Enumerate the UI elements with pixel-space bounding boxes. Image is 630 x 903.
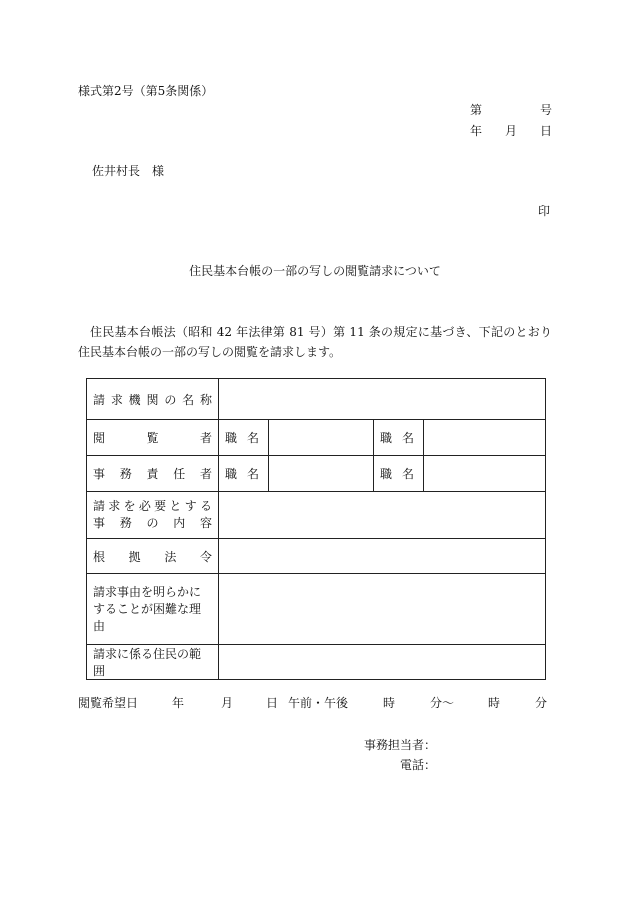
legal-basis-label: [87, 539, 219, 574]
contact-person-label: 事務担当者：: [364, 738, 437, 752]
request-table: [86, 378, 546, 680]
row4-label-line1: [93, 498, 212, 515]
row1-label-chars: [93, 391, 212, 408]
viewing-month: 月: [221, 696, 234, 710]
difficulty-reason-value[interactable]: [219, 574, 546, 645]
row3-label-chars: [93, 465, 212, 482]
viewing-minute-from: 分～: [430, 696, 455, 710]
label-char: 名: [246, 431, 259, 445]
business-content-value[interactable]: [219, 492, 546, 539]
contact-phone-label: 電話：: [400, 758, 437, 772]
table-row: [87, 574, 546, 645]
label-char: 名: [246, 467, 259, 481]
table-row: [87, 420, 546, 456]
label-char: 求: [108, 499, 121, 513]
document-number: [470, 101, 552, 118]
label-char: 事: [93, 467, 106, 481]
date-year: 年: [470, 124, 483, 138]
viewing-hour-to: 時: [488, 696, 501, 710]
row2-label-chars: [93, 429, 212, 446]
label-char: 職: [225, 431, 238, 445]
label-char: 求: [110, 392, 123, 407]
viewing-hour-from: 時: [383, 696, 396, 710]
viewing-day: 日: [266, 696, 279, 710]
viewer-title-label-2: [374, 420, 424, 456]
label-char: 内: [173, 516, 186, 530]
row5-label-chars: [93, 548, 212, 565]
label-char: 請: [93, 392, 106, 407]
viewing-ampm: 午前・午後: [288, 696, 349, 710]
row6-label-line1: 請求事由を明らかに: [93, 584, 202, 599]
label-char: 職: [225, 467, 238, 481]
label-char: 名: [401, 431, 414, 445]
viewing-date-label: 閲覧希望日: [78, 696, 139, 710]
label-char: 責: [146, 467, 159, 481]
legal-basis-value[interactable]: [219, 539, 546, 574]
officer-title-value-2[interactable]: [424, 456, 546, 492]
requesting-agency-label: [87, 379, 219, 420]
table-row: [87, 456, 546, 492]
addressee: 佐井村長 様: [92, 164, 165, 178]
requesting-agency-value[interactable]: [219, 379, 546, 420]
officer-title-label-1: [219, 456, 269, 492]
label-char: 覧: [146, 431, 159, 445]
label-char: 事: [93, 516, 106, 530]
label-char: 根: [93, 549, 106, 564]
label-char: 拠: [128, 549, 141, 564]
label-char: 請: [93, 499, 106, 513]
label-char: 令: [199, 549, 212, 564]
label-char: 要: [154, 499, 167, 513]
viewing-minute-to: 分: [535, 696, 548, 710]
table-row: [87, 645, 546, 680]
label-char: 関: [146, 392, 159, 407]
table-row: [87, 492, 546, 539]
label-char: 任: [173, 467, 186, 481]
row6-label-line2: することが困難な理由: [93, 601, 202, 633]
label-char: 称: [199, 392, 212, 407]
row4-label-line2: [93, 515, 212, 532]
label-char: 法: [164, 549, 177, 564]
label-char: と: [169, 499, 182, 513]
label-char: を: [123, 499, 136, 513]
viewer-title-value-2[interactable]: [424, 420, 546, 456]
date-month: 月: [504, 124, 517, 138]
viewer-label: [87, 420, 219, 456]
request-body-text: 住民基本台帳法（昭和 42 年法律第 81 号）第 11 条の規定に基づき、下記のとおり住民基本台帳の一部の写しの閲覧を請求します。: [78, 325, 552, 359]
label-char: 者: [199, 467, 212, 481]
responsible-officer-label: [87, 456, 219, 492]
officer-title-label-2: [374, 456, 424, 492]
table-row: [87, 539, 546, 574]
label-char: 機: [128, 392, 141, 407]
label-char: 職: [380, 431, 393, 445]
label-char: の: [164, 392, 177, 407]
label-char: 務: [119, 467, 132, 481]
label-char: 務: [119, 516, 132, 530]
document-title: 住民基本台帳の一部の写しの閲覧請求について: [189, 264, 441, 278]
label-char: 職: [380, 467, 393, 481]
document-date: [470, 122, 552, 139]
viewer-title-label-1: [219, 420, 269, 456]
business-content-label: [87, 492, 219, 539]
table-row: [87, 379, 546, 420]
label-char: 者: [199, 431, 212, 445]
resident-scope-label: 請求に係る住民の範囲: [87, 645, 219, 680]
label-char: 名: [401, 467, 414, 481]
difficulty-reason-label: [87, 574, 219, 645]
label-char: 必: [138, 499, 151, 513]
resident-scope-value[interactable]: [219, 645, 546, 680]
label-char: 容: [199, 516, 212, 530]
seal-mark: 印: [538, 204, 551, 218]
label-char: る: [199, 499, 212, 513]
form-number: 様式第2号（第5条関係）: [78, 84, 214, 98]
officer-title-value-1[interactable]: [269, 456, 374, 492]
doc-number-suffix: 号: [539, 103, 552, 117]
label-char: の: [146, 516, 159, 530]
date-day: 日: [539, 124, 552, 138]
label-char: 名: [182, 392, 195, 407]
label-char: 閲: [93, 431, 106, 445]
viewing-year: 年: [172, 696, 185, 710]
viewer-title-value-1[interactable]: [269, 420, 374, 456]
doc-number-prefix: 第: [470, 103, 483, 117]
label-char: す: [184, 499, 197, 513]
